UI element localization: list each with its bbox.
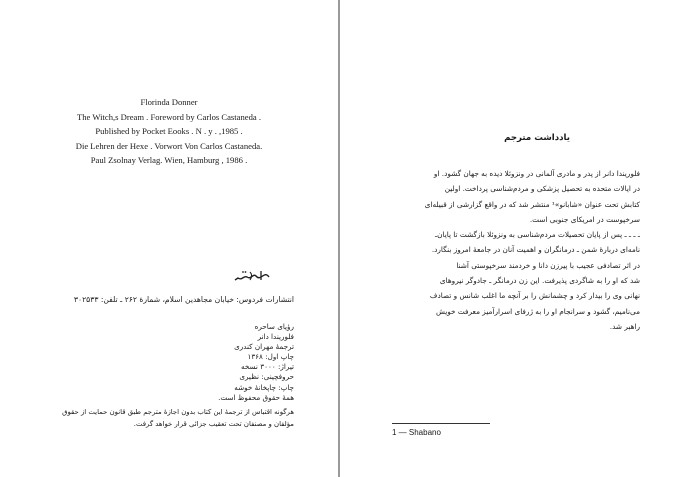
credit-line: تیراژ: ۳۰۰۰ نسخه bbox=[241, 362, 294, 372]
rights-line: هرگونه اقتباس از ترجمهٔ این کتاب بدون اجازهٔ مترجم طبق قانون حمایت از حقوق bbox=[62, 408, 294, 416]
credit-line: فلوریندا دانر bbox=[257, 332, 294, 342]
paragraph-line: کتابش تحت عنوان «شابانو»¹ منتشر شد که در واقع گزارشی از قبیله‌ای bbox=[424, 199, 640, 209]
paragraph-line: می‌نامیم، گشود و سرانجام او را به ژرفای اسرارآمیز معرفت خویش bbox=[435, 306, 640, 316]
imprint-line: Die Lehren der Hexe . Vorwort Von Carlos Castaneda. bbox=[75, 140, 263, 151]
paragraph-line: ـ ـ ـ ـ پس از پایان تحصیلات مردم‌شناسی به ونزوئلا بازگشت تا پایان‌ـ bbox=[434, 230, 640, 240]
paragraph-line: راهبر شد. bbox=[609, 321, 640, 331]
english-imprint bbox=[0, 95, 338, 168]
publisher-address: انتشارات فردوس: خیابان مجاهدین اسلام، شمارهٔ ۲۶۲ ـ تلفن: ۳۰۲۵۳۳ bbox=[73, 295, 294, 304]
paragraph-line: نهانی وی را بیدار کرد و چشمانش را بر آنچه ما اغلب شانس و تصادف bbox=[429, 291, 640, 301]
footnote: 1 — Shabano bbox=[392, 428, 441, 437]
paragraph-line: سرخپوست در امریکای جنوبی است. bbox=[529, 214, 640, 224]
book-credits bbox=[154, 322, 294, 403]
credit-line: رؤیای ساحره bbox=[254, 322, 294, 331]
credit-line: ترجمهٔ مهران کندری bbox=[234, 342, 294, 352]
credit-line: چاپ: چاپخانهٔ خوشه bbox=[234, 382, 294, 392]
imprint-line: Florinda Donner bbox=[140, 97, 198, 107]
paragraph-line: شد که او را به شاگردی پذیرفت. این زن درمانگر ـ جادوگر نیروهای bbox=[439, 276, 640, 286]
credit-line: حروفچینی: نظیری bbox=[239, 372, 294, 382]
right-page bbox=[340, 0, 678, 477]
paragraph-line: در ایالات متحده به تحصیل پزشکی و مردم‌شناسی پرداخت. اولین bbox=[444, 184, 640, 194]
credit-line: چاپ اول: ۱۳۶۸ bbox=[247, 352, 294, 362]
page-heading: یادداشت مترجم bbox=[504, 133, 570, 143]
paragraph-line: نامه‌ای دربارهٔ شمن ـ درمانگران و اهمیت آنان در جامعهٔ امروز بنگارد. bbox=[431, 245, 640, 255]
imprint-line: Published by Pocket Eooks . N . y . ,1985 . bbox=[95, 126, 243, 136]
rights-line: مؤلفان و مصنفان تحت تعقیب جزائی قرار خواهد گرفت. bbox=[133, 420, 294, 428]
imprint-line: The Witch,s Dream . Foreword by Carlos Castaneda . bbox=[77, 111, 261, 122]
publisher-logo-icon bbox=[231, 268, 271, 286]
credit-line: همهٔ حقوق محفوظ است. bbox=[218, 392, 294, 402]
imprint-line: Paul Zsolnay Verlag. Wien, Hamburg , 1986 . bbox=[90, 155, 248, 165]
paragraph-line: در اثر تصادفی عجیب با پیرزن دانا و خردمند سرخپوستی آشنا bbox=[456, 260, 640, 270]
copyright-notice bbox=[44, 406, 294, 430]
translator-note-body bbox=[390, 166, 640, 334]
paragraph-line: فلوریندا دانر از پدر و مادری آلمانی در ونزوئلا دیده به جهان گشود. او bbox=[433, 169, 640, 178]
left-page bbox=[0, 0, 338, 477]
footnote-rule bbox=[392, 423, 490, 424]
